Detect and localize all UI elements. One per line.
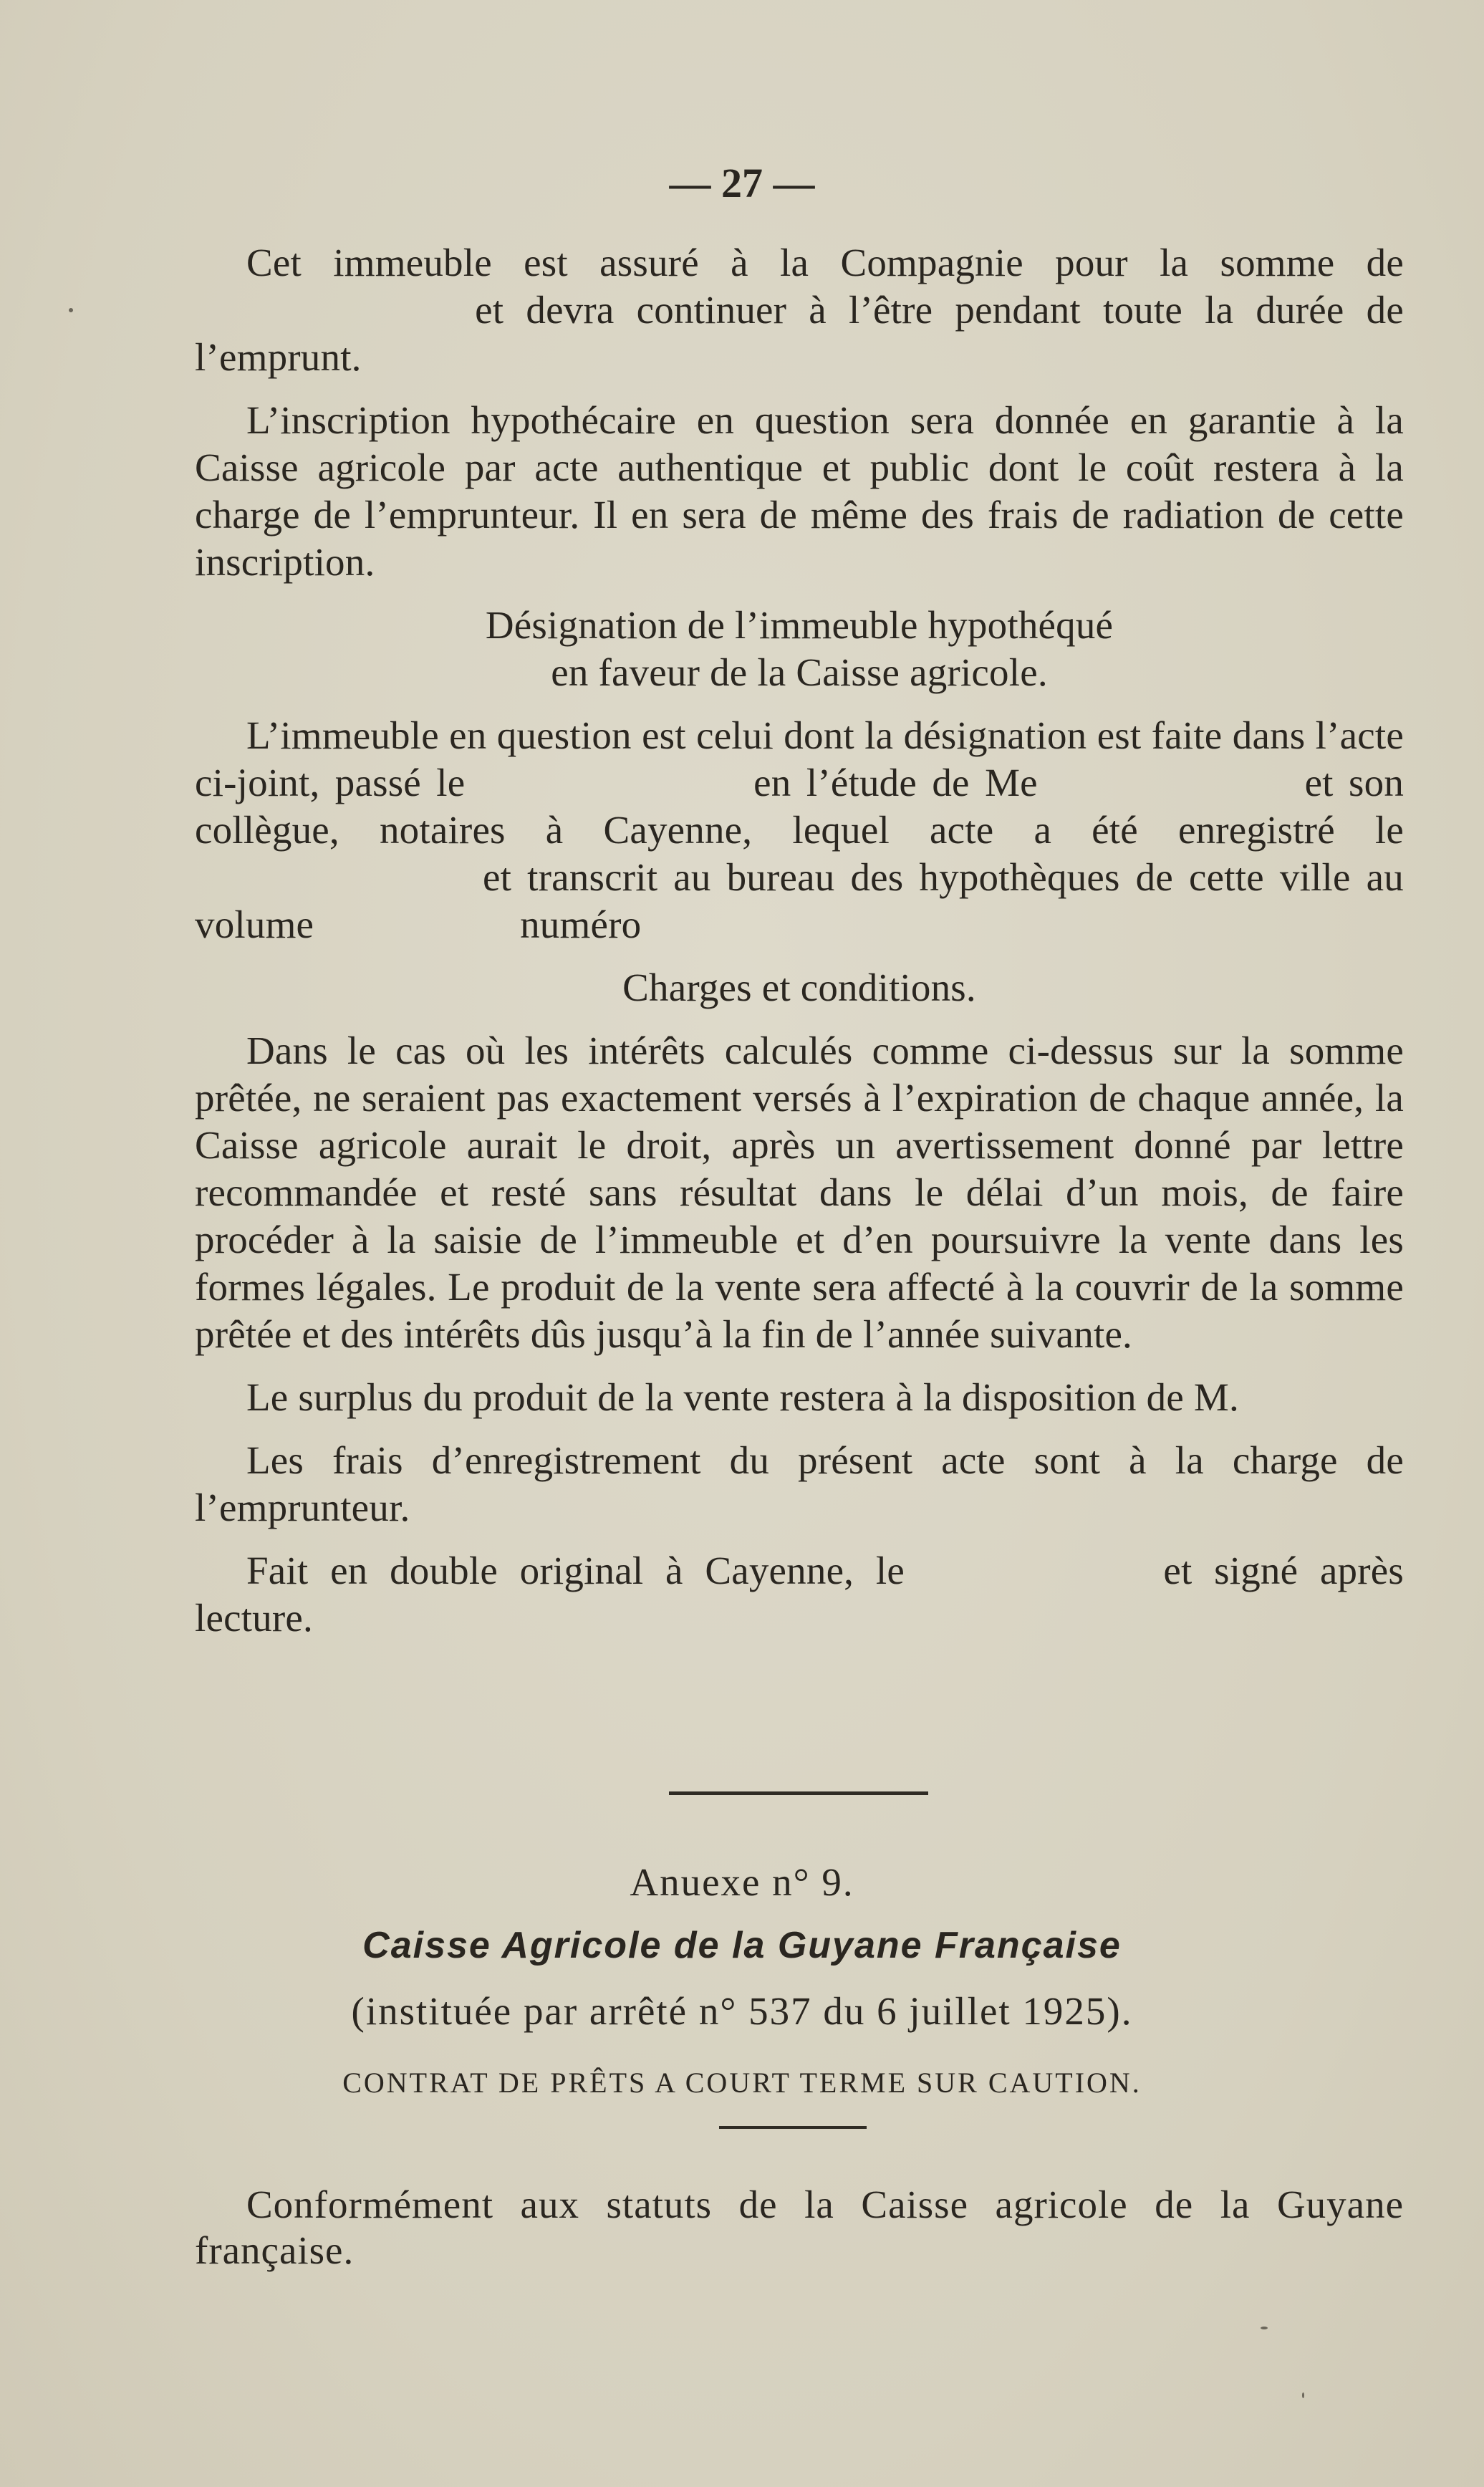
paragraph-designation (195, 712, 1404, 948)
insurance-text-b: et devra continuer à l’être pendant toute la durée de l’emprunt. (195, 288, 1404, 379)
annexe-institution: (instituée par arrêté n° 537 du 6 juillet 1925). (351, 1989, 1133, 2033)
body-text (195, 239, 1404, 1642)
designation-text-a: L’immeuble en question est celui dont la désignation est faite dans l’acte ci-joint, passé le (195, 713, 1404, 804)
designation-me: Me (985, 761, 1038, 804)
paper-speck (1261, 2327, 1268, 2329)
section-divider (669, 1791, 928, 1795)
page-number: — 27 — (669, 160, 815, 206)
designation-text-c: et son collègue, notaires à Cayenne, lequel acte a été enregistré le (195, 761, 1404, 852)
annexe-title: Caisse Agricole de la Guyane Française (362, 1925, 1122, 1966)
paragraph-surplus: Le surplus du produit de la vente restera à la disposition de M. (246, 1375, 1239, 1419)
paragraph-fees: Les frais d’enregistrement du présent acte sont à la charge de l’emprunteur. (195, 1438, 1404, 1529)
paragraph-signature (195, 1547, 1404, 1642)
heading-charges: Charges et conditions. (622, 966, 976, 1009)
designation-text-b: en l’étude de (753, 761, 970, 804)
paragraph-inscription: L’inscription hypothécaire en question sera donnée en garantie à la Caisse agricole par acte authentique et public dont le coût restera à la charge de l’emprunteur. Il en sera de même des frais de radiation de cette inscription. (195, 398, 1404, 584)
paragraph-interest: Dans le cas où les intérêts calculés comme ci-dessus sur la somme prêtée, ne seraient pas exactement versés à l’expiration de chaque année, la Caisse agricole aurait le droit, après un avertissement donné par lettre recommandée et resté sans résultat dans le délai d’un mois, de faire procéder à la saisie de l’immeuble et d’en poursuivre la vente dans les formes légales. Le produit de la vente sera affecté à la couvrir de la somme prêtée et des intérêts dûs jusqu’à la fin de l’année suivante. (195, 1029, 1404, 1356)
heading-designation-line1: Désignation de l’immeuble hypothéqué (485, 603, 1114, 647)
annexe-contract-heading: CONTRAT DE PRÊTS A COURT TERME SUR CAUTION. (342, 2067, 1142, 2099)
designation-text-d: et transcrit au bureau des hypothèques de cette ville au volume (195, 855, 1404, 946)
annexe-divider (719, 2126, 867, 2129)
paper-speck (1302, 2392, 1304, 2398)
signature-text-b: et signé après lecture. (195, 1549, 1404, 1640)
annexe-number: Anuexe n° 9. (630, 1860, 854, 1904)
signature-text-a: Fait en double original à Cayenne, le (246, 1549, 905, 1592)
designation-text-e: numéro (520, 903, 642, 946)
paragraph-insurance (195, 239, 1404, 381)
annexe-opening-paragraph: Conformément aux statuts de la Caisse agricole de la Guyane française. (195, 2183, 1404, 2272)
paper-speck (69, 308, 73, 312)
insurance-text-a: Cet immeuble est assuré à la Compagnie pour la somme de (246, 241, 1404, 284)
heading-designation-line2: en faveur de la Caisse agricole. (551, 650, 1048, 694)
